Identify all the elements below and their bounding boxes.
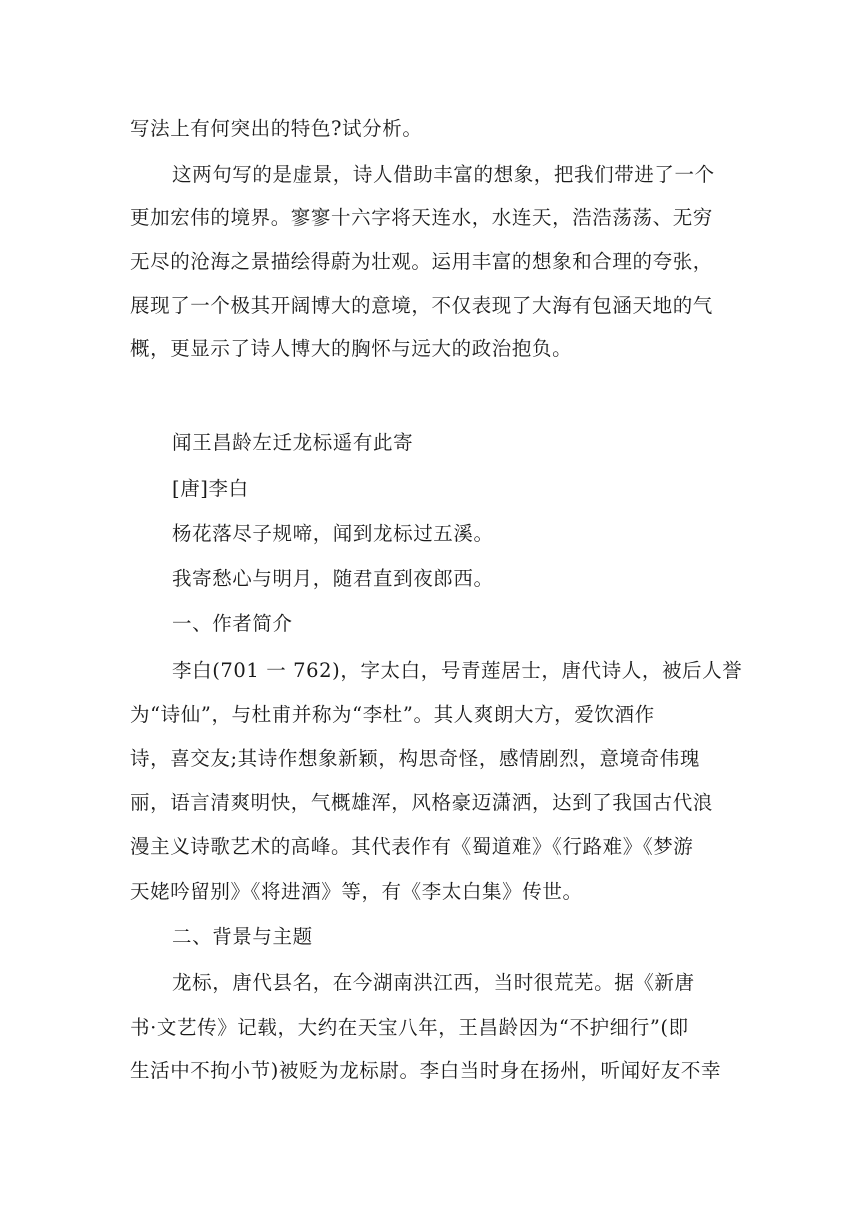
text-line: 生活中不拘小节)被贬为龙标尉。李白当时身在扬州，听闻好友不幸 xyxy=(130,1059,722,1082)
text-line: 为“诗仙”，与杜甫并称为“李杜”。其人爽朗大方，爱饮酒作 xyxy=(130,703,655,726)
text-line: 写法上有何突出的特色?试分析。 xyxy=(130,117,423,140)
text-line: 无尽的沧海之景描绘得蔚为壮观。运用丰富的想象和合理的夸张， xyxy=(130,250,713,273)
text-line: 丽，语言清爽明快，气概雄浑，风格豪迈潇洒，达到了我国古代浪 xyxy=(130,791,713,814)
text-line: 漫主义诗歌艺术的高峰。其代表作有《蜀道难》《行路难》《梦游 xyxy=(130,835,694,858)
poem-line: 杨花落尽子规啼，闻到龙标过五溪。 xyxy=(172,522,494,545)
text-line: 天姥吟留别》《将进酒》等，有《李太白集》传世。 xyxy=(130,880,583,903)
poem-title: 闻王昌龄左迁龙标遥有此寄 xyxy=(172,431,414,454)
text-line: 概，更显示了诗人博大的胸怀与远大的政治抱负。 xyxy=(130,337,573,360)
text-line: 李白(701 一 762)，字太白，号青莲居士，唐代诗人，被后人誉 xyxy=(172,659,743,682)
section-heading: 二、背景与主题 xyxy=(172,925,313,948)
text-line: 诗，喜交友;其诗作想象新颖，构思奇怪，感情剧烈，意境奇伟瑰 xyxy=(130,747,700,770)
text-line: 这两句写的是虚景，诗人借助丰富的想象，把我们带进了一个 xyxy=(172,163,715,186)
text-line: 龙标，唐代县名，在今湖南洪江西，当时很荒芜。据《新唐 xyxy=(172,971,695,994)
text-line: 展现了一个极其开阔博大的意境，不仅表现了大海有包涵天地的气 xyxy=(130,294,713,317)
section-heading: 一、作者简介 xyxy=(172,612,293,635)
poem-author: [唐]李白 xyxy=(172,477,249,500)
poem-line: 我寄愁心与明月，随君直到夜郎西。 xyxy=(172,567,494,590)
text-line: 更加宏伟的境界。寥寥十六字将天连水，水连天，浩浩荡荡、无穷 xyxy=(130,206,713,229)
text-line: 书·文艺传》记载，大约在天宝八年，王昌龄因为“不护细行”(即 xyxy=(130,1016,689,1039)
